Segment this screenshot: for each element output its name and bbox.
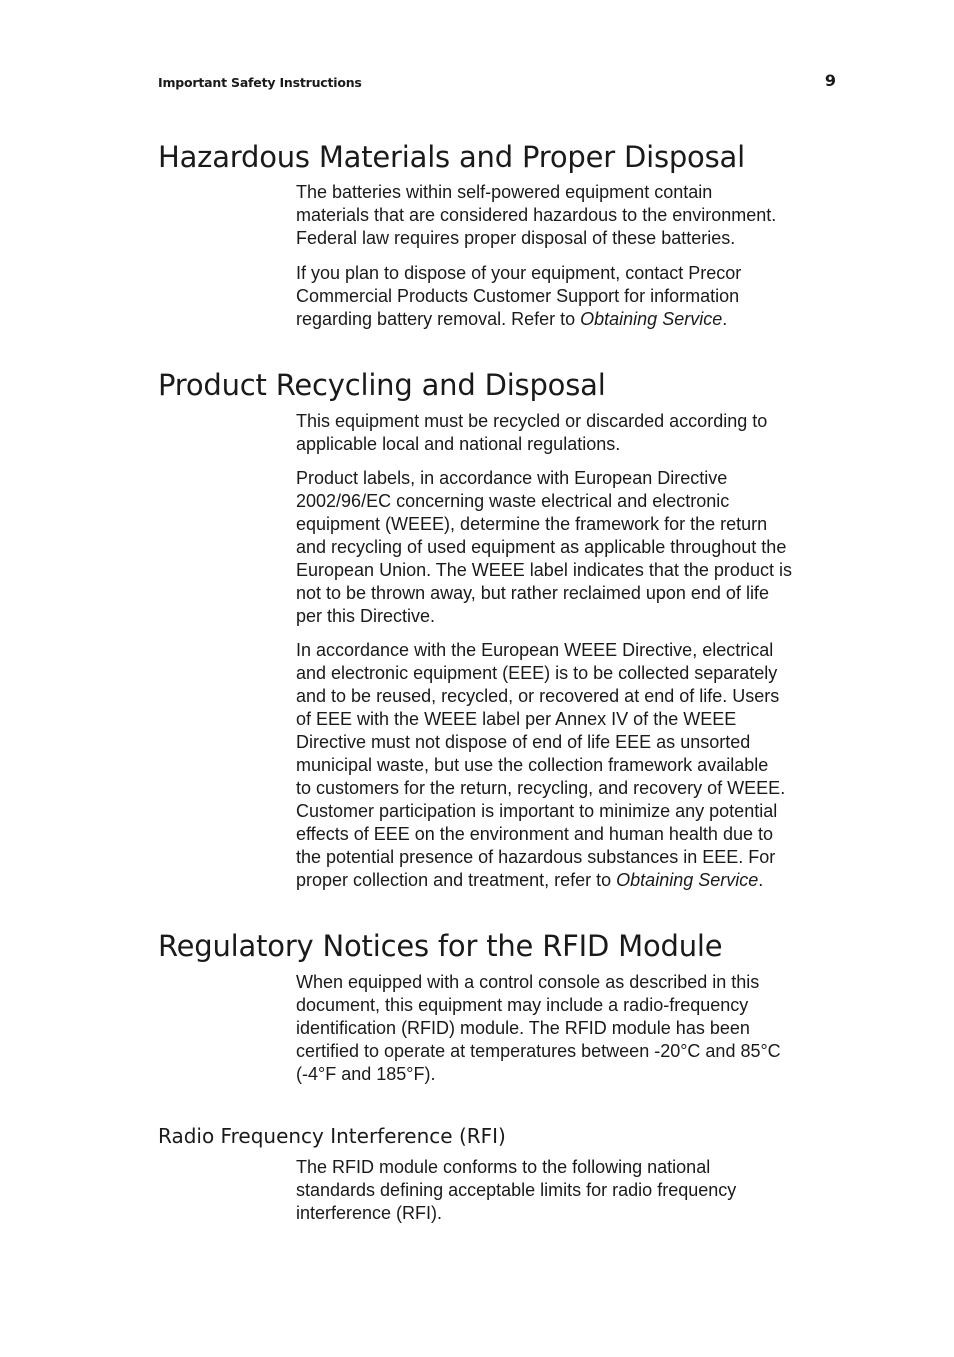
text-line: Federal law requires proper disposal of these batteries. xyxy=(296,228,736,248)
text-fragment: . xyxy=(758,870,764,890)
text-line: Product labels, in accordance with European Directive xyxy=(296,468,728,488)
recycling-paragraph-1 xyxy=(296,410,838,456)
text-line: to customers for the return, recycling, and recovery of WEEE. xyxy=(296,778,786,798)
recycling-paragraph-2 xyxy=(296,467,838,628)
text-line: the potential presence of hazardous substances in EEE. For xyxy=(296,847,776,867)
text-line xyxy=(296,869,838,892)
obtaining-service-reference: Obtaining Service xyxy=(580,309,723,329)
text-line: and recycling of used equipment as applicable throughout the xyxy=(296,537,787,557)
text-line: municipal waste, but use the collection framework available xyxy=(296,755,769,775)
text-line: In accordance with the European WEEE Directive, electrical xyxy=(296,640,774,660)
subheading-rfi: Radio Frequency Interference (RFI) xyxy=(158,1124,506,1148)
recycling-paragraph-3 xyxy=(296,639,838,892)
text-line: of EEE with the WEEE label per Annex IV of the WEEE xyxy=(296,709,737,729)
text-fragment: proper collection and treatment, refer to xyxy=(296,870,617,890)
text-line: (-4°F and 185°F). xyxy=(296,1064,436,1084)
text-fragment: regarding battery removal. Refer to xyxy=(296,309,581,329)
text-line: interference (RFI). xyxy=(296,1203,443,1223)
text-line: standards defining acceptable limits for radio frequency xyxy=(296,1180,737,1200)
rfid-paragraph-1 xyxy=(296,971,838,1086)
page-number: 9 xyxy=(824,71,836,90)
text-line: document, this equipment may include a radio-frequency xyxy=(296,995,749,1015)
text-line: If you plan to dispose of your equipment, contact Precor xyxy=(296,263,742,283)
text-line: European Union. The WEEE label indicates that the product is xyxy=(296,560,792,580)
text-line: per this Directive. xyxy=(296,606,436,626)
text-line: Commercial Products Customer Support for information xyxy=(296,286,740,306)
text-line: and to be reused, recycled, or recovered at end of life. Users xyxy=(296,686,780,706)
text-line: and electronic equipment (EEE) is to be collected separately xyxy=(296,663,778,683)
obtaining-service-reference: Obtaining Service xyxy=(616,870,759,890)
heading-rfid-regulatory: Regulatory Notices for the RFID Module xyxy=(158,929,723,963)
hazardous-paragraph-2 xyxy=(296,262,838,331)
text-line: certified to operate at temperatures between -20°C and 85°C xyxy=(296,1041,781,1061)
text-line: materials that are considered hazardous to the environment. xyxy=(296,205,777,225)
text-line: equipment (WEEE), determine the framework for the return xyxy=(296,514,768,534)
heading-product-recycling: Product Recycling and Disposal xyxy=(158,368,606,402)
text-line: The RFID module conforms to the following national xyxy=(296,1157,711,1177)
running-header: Important Safety Instructions xyxy=(158,75,362,90)
text-fragment: . xyxy=(722,309,728,329)
text-line: effects of EEE on the environment and human health due to xyxy=(296,824,773,844)
text-line: not to be thrown away, but rather reclaimed upon end of life xyxy=(296,583,769,603)
text-line: When equipped with a control console as described in this xyxy=(296,972,760,992)
rfi-paragraph xyxy=(296,1156,838,1225)
text-line: identification (RFID) module. The RFID module has been xyxy=(296,1018,750,1038)
text-line: applicable local and national regulations. xyxy=(296,434,621,454)
hazardous-paragraph-1 xyxy=(296,181,838,250)
text-line: The batteries within self-powered equipment contain xyxy=(296,182,713,202)
text-line: Customer participation is important to minimize any potential xyxy=(296,801,778,821)
text-line xyxy=(296,308,838,331)
text-line: This equipment must be recycled or discarded according to xyxy=(296,411,768,431)
text-line: 2002/96/EC concerning waste electrical and electronic xyxy=(296,491,730,511)
text-line: Directive must not dispose of end of life EEE as unsorted xyxy=(296,732,751,752)
heading-hazardous-materials: Hazardous Materials and Proper Disposal xyxy=(158,140,745,174)
